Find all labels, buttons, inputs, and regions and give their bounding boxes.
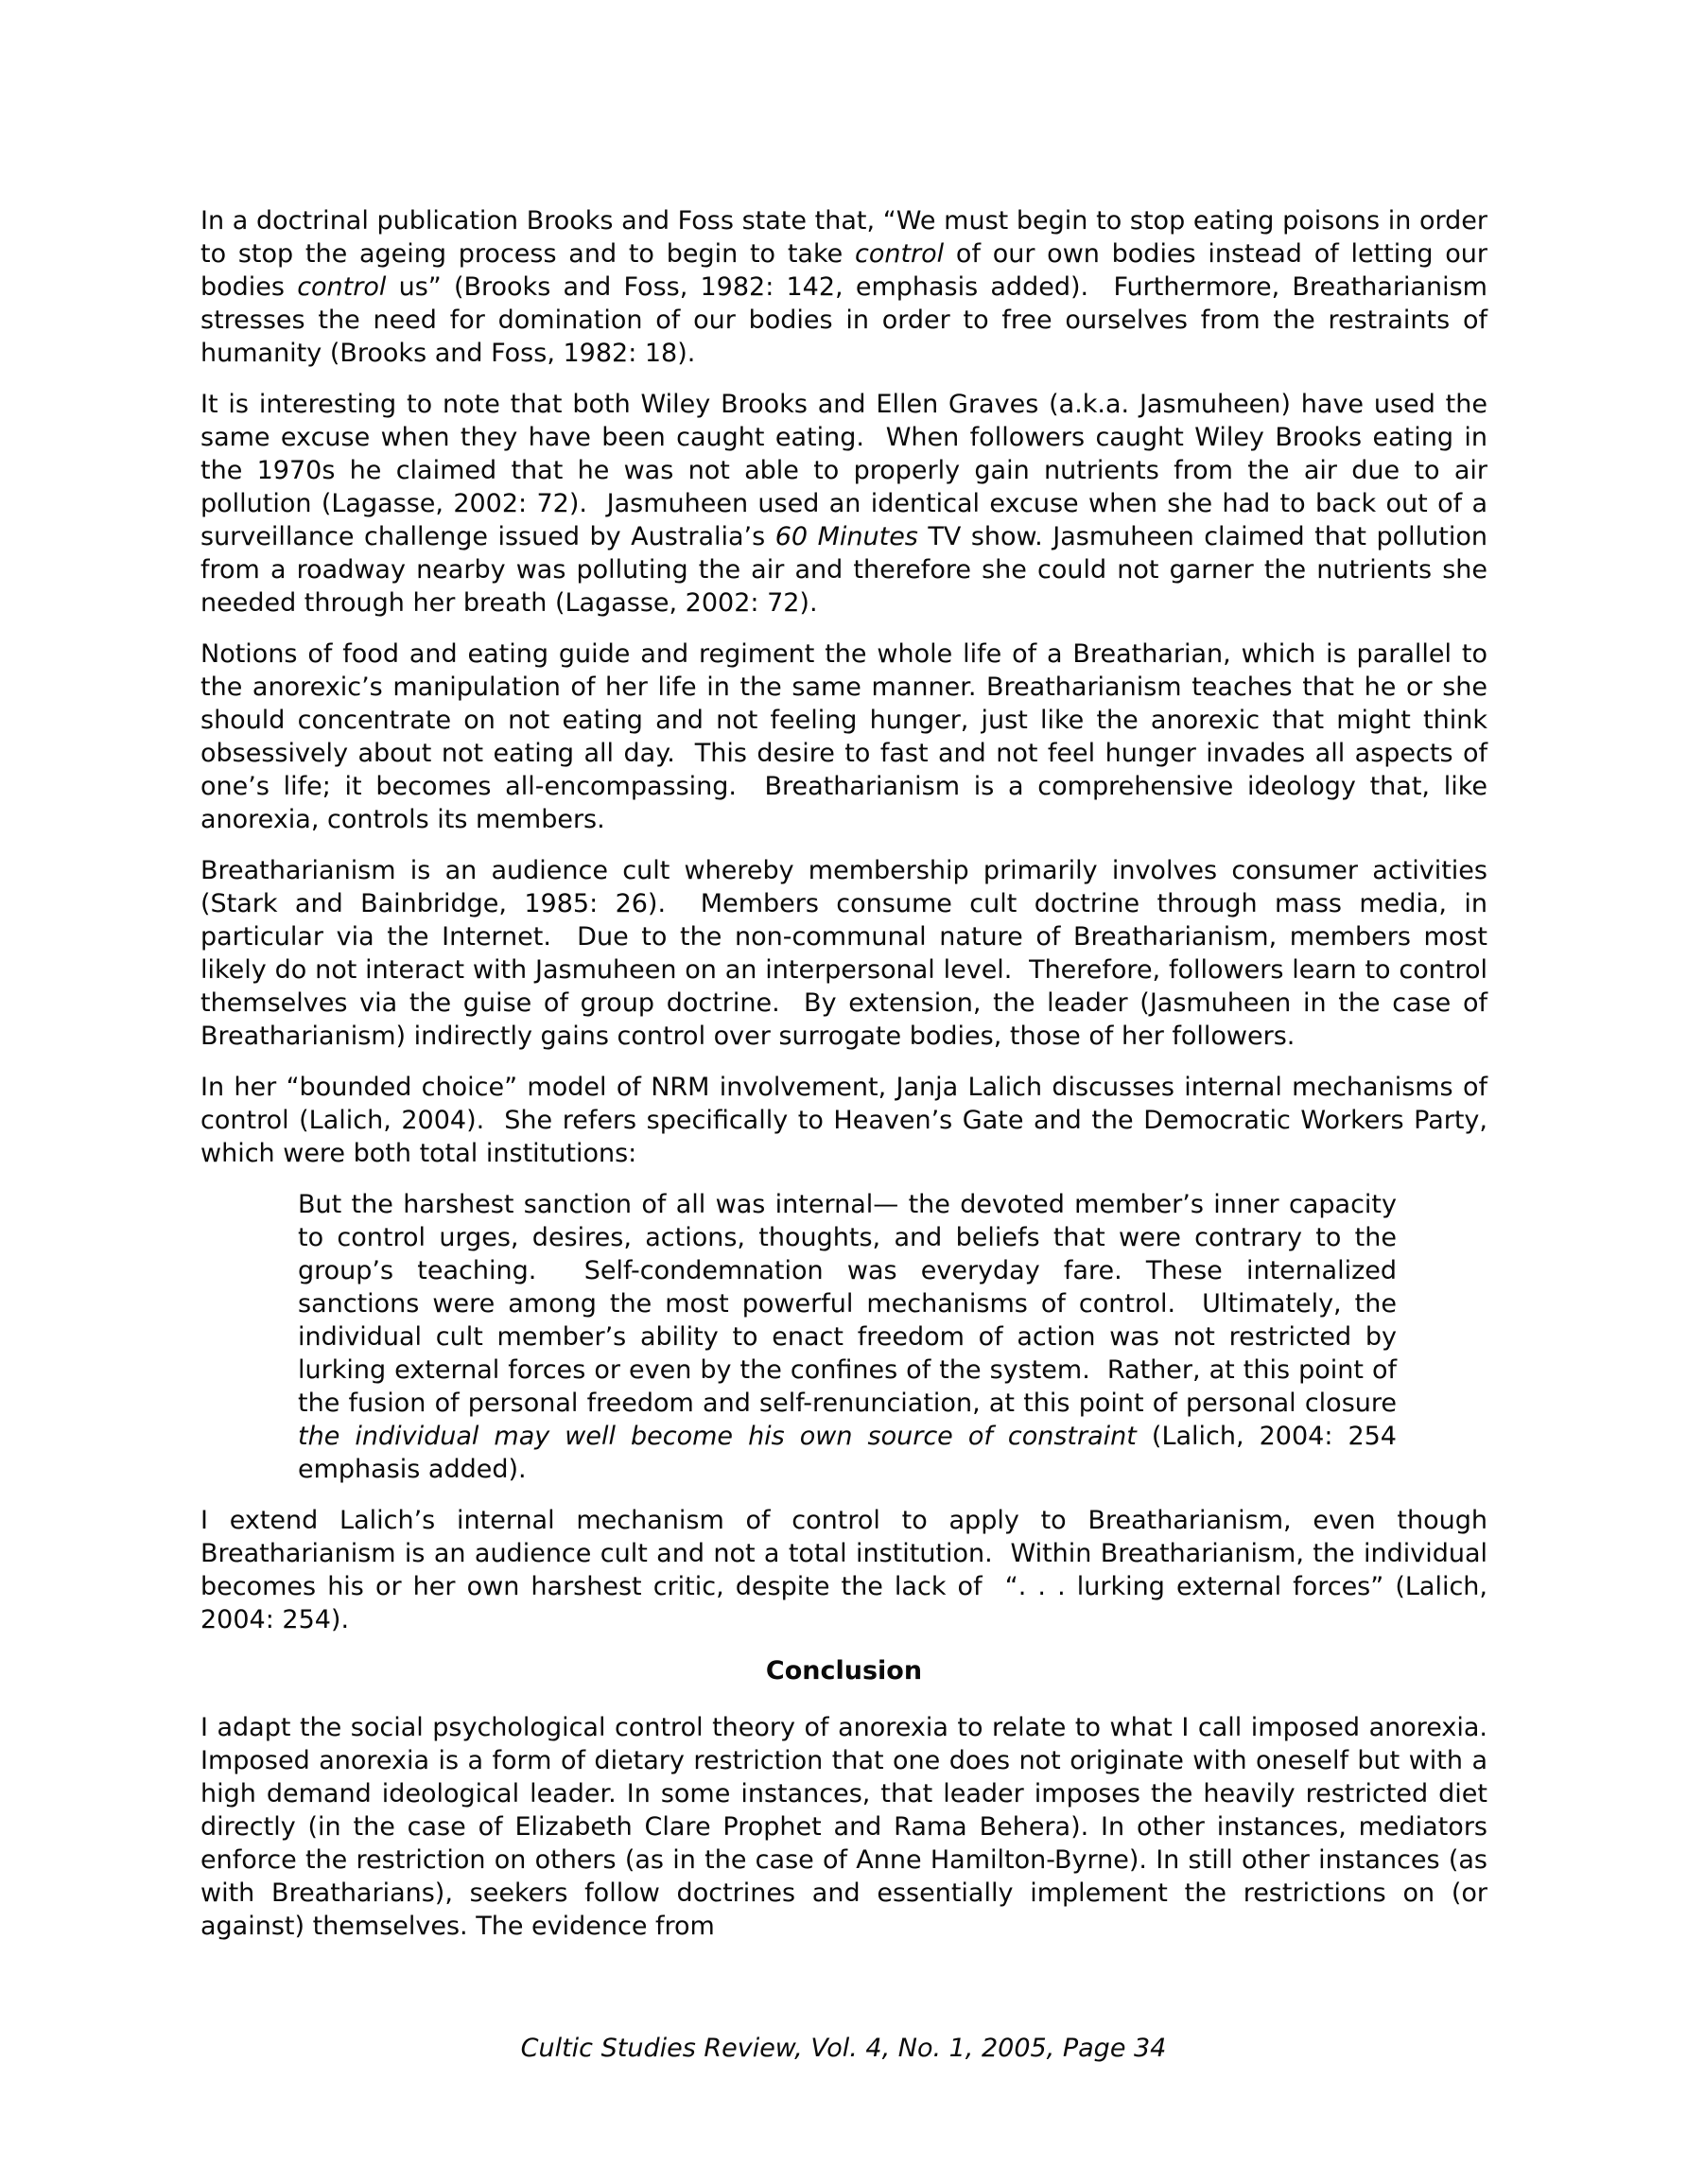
italic-text-run: control — [297, 272, 387, 302]
text-run: (Lalich, 2004: 254 emphasis added). — [298, 1422, 1405, 1484]
bold-text-run: Conclusion — [765, 1656, 923, 1686]
text-run: It is interesting to note that both Wiley Brooks and Ellen Graves (a.k.a. Jasmuheen) have used the same excuse when they have been caught eating. When followers caught Wiley Brooks eating in the 1970s he claimed that he was not able to properly gain nutrients from the air due to air pollution (Lagasse, 2002: 72). Jasmuheen used an identical excuse when she had to back out of a surveillance challenge issued by Australia’s — [200, 390, 1496, 551]
text-run: In a doctrinal publication Brooks and Foss state that, “We must begin to stop eating poisons in order to stop the ageing process and to begin to take — [200, 206, 1496, 269]
conclusion-heading — [200, 1654, 1487, 1687]
text-run: I extend Lalich’s internal mechanism of control to apply to Breatharianism, even though Breatharianism is an audience cult and not a total institution. Within Breatharianism, the individual becomes his or her own harshest critic, despite the lack of “. . . lurking external forces” (Lalich, 2004: 254). — [200, 1506, 1496, 1634]
block-quote — [298, 1188, 1405, 1486]
paragraph — [200, 854, 1496, 1053]
italic-text-run: the individual may well become his own source of constraint — [298, 1422, 1137, 1451]
paragraph — [200, 1071, 1496, 1170]
text-run: us” (Brooks and Foss, 1982: 142, emphasis added). Furthermore, Breatharianism stresses the need for domination of our bodies in order to free ourselves from the restraints of humanity (Brooks and Foss, 1982: 18). — [200, 272, 1496, 368]
italic-text-run: control — [854, 239, 945, 269]
text-run: Breatharianism is an audience cult whereby membership primarily involves consumer activities (Stark and Bainbridge, 1985: 26). Members consume cult doctrine through mass media, in particular via the Internet. Due to the non-communal nature of Breatharianism, members most likely do not interact with Jasmuheen on an interpersonal level. Therefore, followers learn to control themselves via the guise of group doctrine. By extension, the leader (Jasmuheen in the case of Breatharianism) indirectly gains control over surrogate bodies, those of her followers. — [200, 856, 1496, 1051]
paragraph — [200, 638, 1496, 836]
italic-text-run: 60 Minutes — [774, 522, 918, 551]
page-content — [200, 204, 1496, 1961]
text-run: of our own bodies instead of letting our bodies — [200, 239, 1496, 302]
text-run: But the harshest sanction of all was internal— the devoted member’s inner capacity to control urges, desires, actions, thoughts, and beliefs that were contrary to the group’s teaching. Self-condemnation was everyday fare. These internalized sanctions were among the most powerful mechanisms of control. Ultimately, the individual cult member’s ability to enact freedom of action was not restricted by lurking external forces or even by the confines of the system. Rather, at this point of the fusion of personal freedom and self-renunciation, at this point of personal closure — [298, 1190, 1405, 1418]
text-run: I adapt the social psychological control theory of anorexia to relate to what I call imposed anorexia. Imposed anorexia is a form of dietary restriction that one does not originate with oneself but with a high demand ideological leader. In some instances, that leader imposes the heavily restricted diet directly (in the case of Elizabeth Clare Prophet and Rama Behera). In other instances, mediators enforce the restriction on others (as in the case of Anne Hamilton-Byrne). In still other instances (as with Breatharians), seekers follow doctrines and essentially implement the restrictions on (or against) themselves. The evidence from — [200, 1713, 1496, 1941]
journal-citation: Cultic Studies Review, Vol. 4, No. 1, 2005, Page 34 — [520, 2034, 1167, 2063]
text-run: Notions of food and eating guide and regiment the whole life of a Breatharian, which is parallel to the anorexic’s manipulation of her life in the same manner. Breatharianism teaches that he or she should concentrate on not eating and not feeling hunger, just like the anorexic that might think obsessively about not eating all day. This desire to fast and not feel hunger invades all aspects of one’s life; it becomes all-encompassing. Breatharianism is a comprehensive ideology that, like anorexia, controls its members. — [200, 639, 1496, 834]
paragraph — [200, 1504, 1496, 1636]
text-run: In her “bounded choice” model of NRM involvement, Janja Lalich discusses internal mechanisms of control (Lalich, 2004). She refers specifically to Heaven’s Gate and the Democratic Workers Party, which were both total institutions: — [200, 1073, 1496, 1168]
paragraph — [200, 388, 1496, 620]
page-footer — [0, 2032, 1687, 2065]
paragraph — [200, 1711, 1496, 1943]
text-run: TV show. Jasmuheen claimed that pollution from a roadway nearby was polluting the air and therefore she could not garner the nutrients she needed through her breath (Lagasse, 2002: 72). — [200, 522, 1496, 618]
paragraph — [200, 204, 1496, 370]
